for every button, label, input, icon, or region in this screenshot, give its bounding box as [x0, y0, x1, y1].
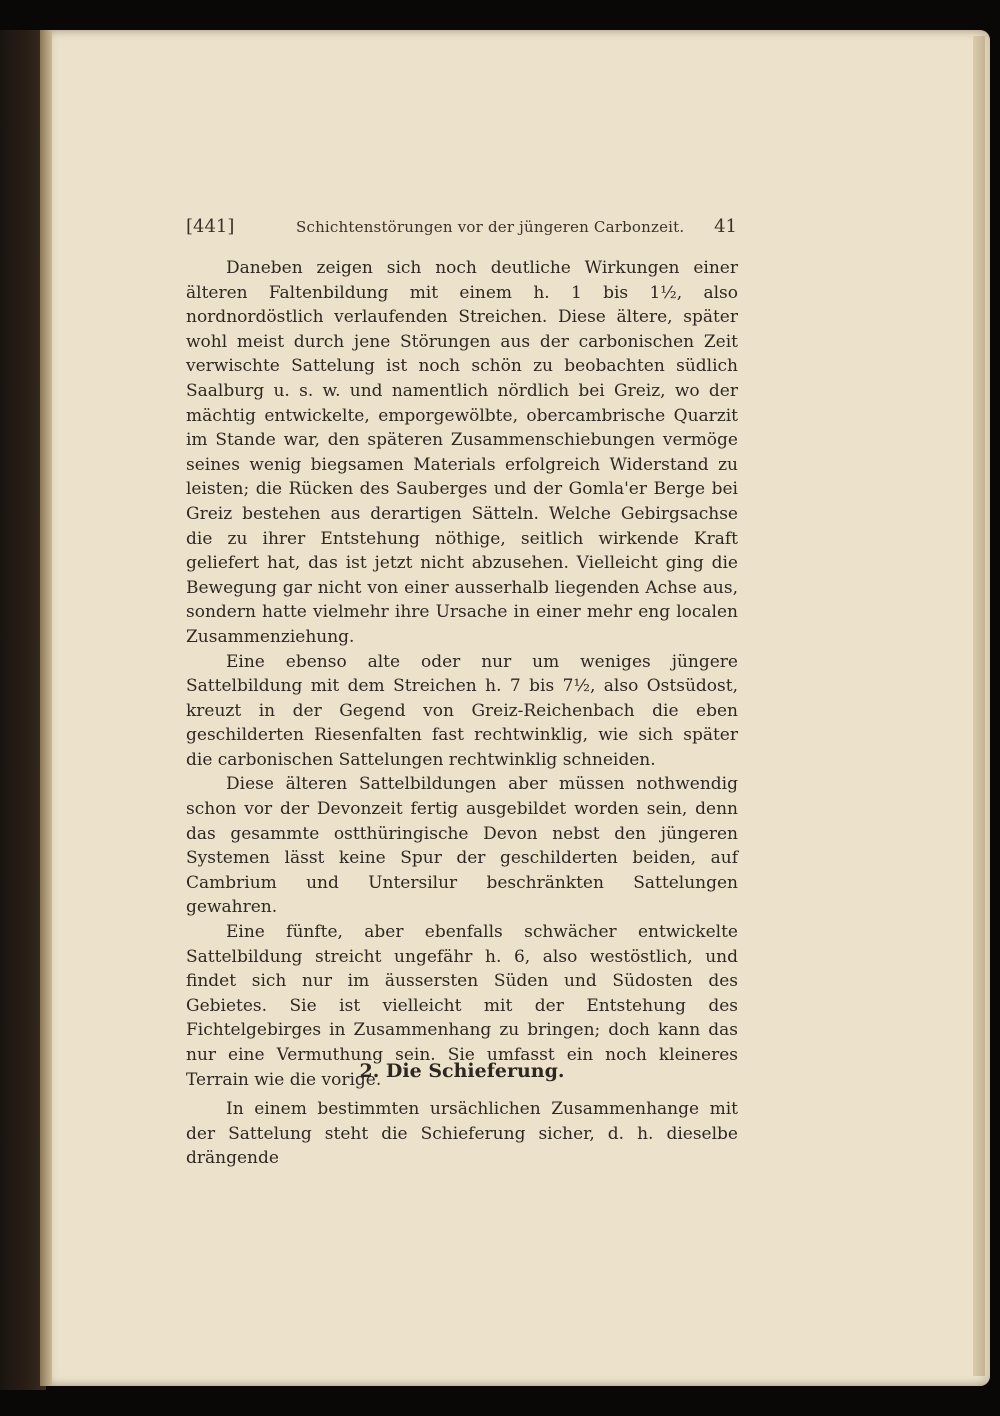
running-title: Schichtenstörungen vor der jüngeren Carbonzeit. [296, 218, 685, 236]
paragraph: Daneben zeigen sich noch deutliche Wirkungen einer älteren Faltenbildung mit einem h. 1 bis 1½, also nordnordöstlich verlaufenden Streichen. Diese ältere, später wohl meist durch jene Störungen aus der carbonischen Zeit verwischte Sattelung ist noch schön zu beobachten südlich Saalburg u. s. w. und namentlich nördlich bei Greiz, wo der mächtig entwickelte, emporgewölbte, obercambrische Quarzit im Stande war, den späteren Zusammenschiebungen vermöge seines wenig biegsamen Materials erfolgreich Widerstand zu leisten; die Rücken des Sauberges und der Gomla'er Berge bei Greiz bestehen aus derartigen Sätteln. Welche Gebirgsachse die zu ihrer Entstehung nöthige, seitlich wirkende Kraft geliefert hat, das ist jetzt nicht abzusehen. Vielleicht ging die Bewegung gar nicht von einer ausserhalb liegenden Achse aus, sondern hatte vielmehr ihre Ursache in einer mehr eng localen Zusammenziehung. [186, 258, 738, 647]
page-edge [973, 36, 985, 1376]
paragraph: Eine ebenso alte oder nur um weniges jüngere Sattelbildung mit dem Streichen h. 7 bis 7½, also Ostsüdost, kreuzt in der Gegend von Greiz-Reichenbach die eben geschilderten Riesenfalten fast rechtwinklig, wie sich später die carbonischen Sattelungen rechtwinklig schneiden. [186, 651, 738, 770]
page-reference: [441] [186, 216, 235, 237]
page-number: 41 [714, 216, 737, 237]
paragraph: Diese älteren Sattelbildungen aber müssen nothwendig schon vor der Devonzeit fertig ausgebildet worden sein, denn das gesammte ostthüringische Devon nebst den jüngeren Systemen lässt keine Spur der geschilderten beiden, auf Cambrium und Untersilur beschränkten Sattelungen gewahren. [186, 774, 738, 918]
section-heading: 2. Die Schieferung. [359, 1060, 565, 1082]
body-text [186, 256, 738, 1092]
page-gutter [40, 30, 52, 1386]
running-head [186, 216, 737, 244]
section-body-text [186, 1097, 738, 1171]
paragraph: In einem bestimmten ursächlichen Zusammenhange mit der Sattelung steht die Schieferung sicher, d. h. dieselbe drängende [186, 1099, 738, 1169]
paragraph: Eine fünfte, aber ebenfalls schwächer entwickelte Sattelbildung streicht ungefähr h. 6, also westöstlich, und findet sich nur im äussersten Süden und Südosten des Gebietes. Sie ist vielleicht mit der Entstehung des Fichtelgebirges in Zusammenhang zu bringen; doch kann das nur eine Vermuthung sein. Sie umfasst ein noch kleineres Terrain wie die vorige. [186, 922, 738, 1090]
